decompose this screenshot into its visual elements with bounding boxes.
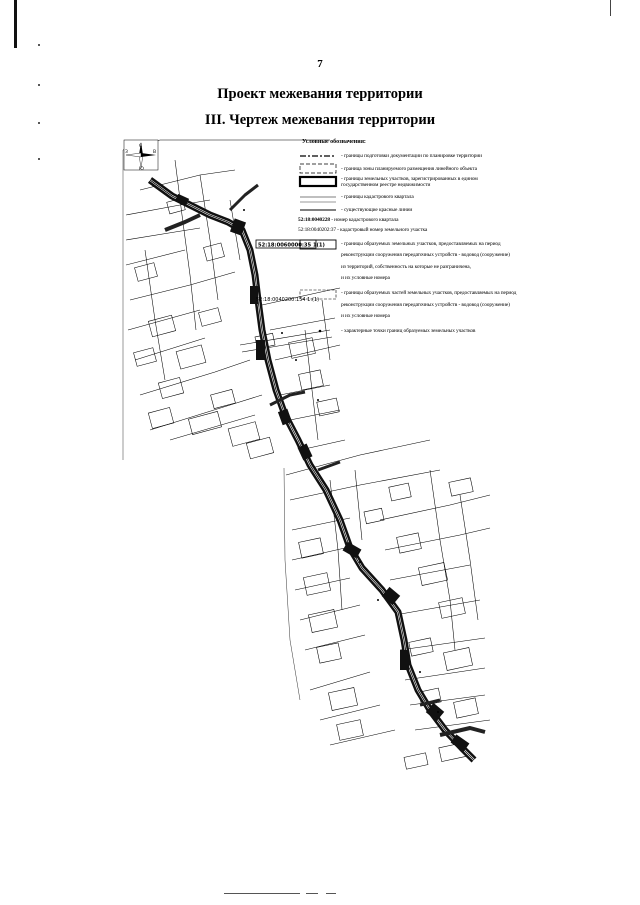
- legend-item-new-parcels-2: реконструкции сооружения передаточных устройств - водовод (сооружение): [341, 252, 510, 258]
- parcel-label-secondary: 52:18:0040200:154 1:(1): [256, 297, 320, 303]
- page-title: Проект межевания территории: [217, 86, 423, 102]
- legend-item-new-parts: - границы образуемых частей земельных участков, предоставляемых на период: [341, 290, 517, 296]
- legend-swatch-new-parts: [300, 290, 336, 299]
- legend-swatch-boundary-point: [319, 330, 322, 333]
- compass-north-label: С: [139, 144, 143, 149]
- page-number: 7: [317, 58, 323, 70]
- legend-item-planning-boundary: - границы подготовки документации по планировке территории: [341, 153, 482, 159]
- legend-parcel-code: 52:18:0040202:37: [298, 227, 336, 233]
- legend-item-new-parcels-3: из территорий, собственность на которые не разграничена,: [341, 264, 471, 270]
- compass-south-label: Ю: [139, 167, 144, 172]
- legend-heading: Условные обозначения:: [302, 139, 366, 145]
- legend-item-object-zone: - граница зоны планируемого размещения линейного объекта: [341, 166, 477, 172]
- legend-item-registered-parcels: - границы земельных участков, зарегистрированных в едином: [341, 176, 478, 182]
- legend-item-registered-parcels-2: государственном реестре недвижимости: [341, 182, 431, 188]
- legend-quarter-code: 52:18:0040228: [298, 217, 330, 223]
- legend-item-cadastral-quarter: - границы кадастрового квартала: [341, 194, 414, 200]
- compass-east-label: В: [153, 150, 157, 155]
- legend-quarter-text: - номер кадастрового квартала: [329, 217, 399, 223]
- legend-item-boundary-points: - характерные точки границ образуемых земельных участков: [341, 328, 476, 334]
- legend-swatch-new-parcels: [300, 240, 336, 249]
- legend-parcel-text: - кадастровый номер земельного участка: [335, 227, 428, 233]
- legend-item-new-parcels: - границы образуемых земельных участков, предоставляемых на период: [341, 241, 501, 247]
- legend-item-new-parcels-4: и их условные номера: [341, 275, 390, 281]
- legend-item-new-parts-2: реконструкции сооружения передаточных устройств - водовод (сооружение): [341, 302, 510, 308]
- parcel-label-main: 52:18:0060000:35 1(1): [258, 242, 325, 249]
- legend-item-new-parts-3: и их условные номера: [341, 313, 390, 319]
- page-subtitle: III. Чертеж межевания территории: [204, 112, 436, 128]
- legend-item-red-lines: - существующие красные линии: [341, 207, 413, 213]
- compass-west-label: З: [125, 150, 128, 155]
